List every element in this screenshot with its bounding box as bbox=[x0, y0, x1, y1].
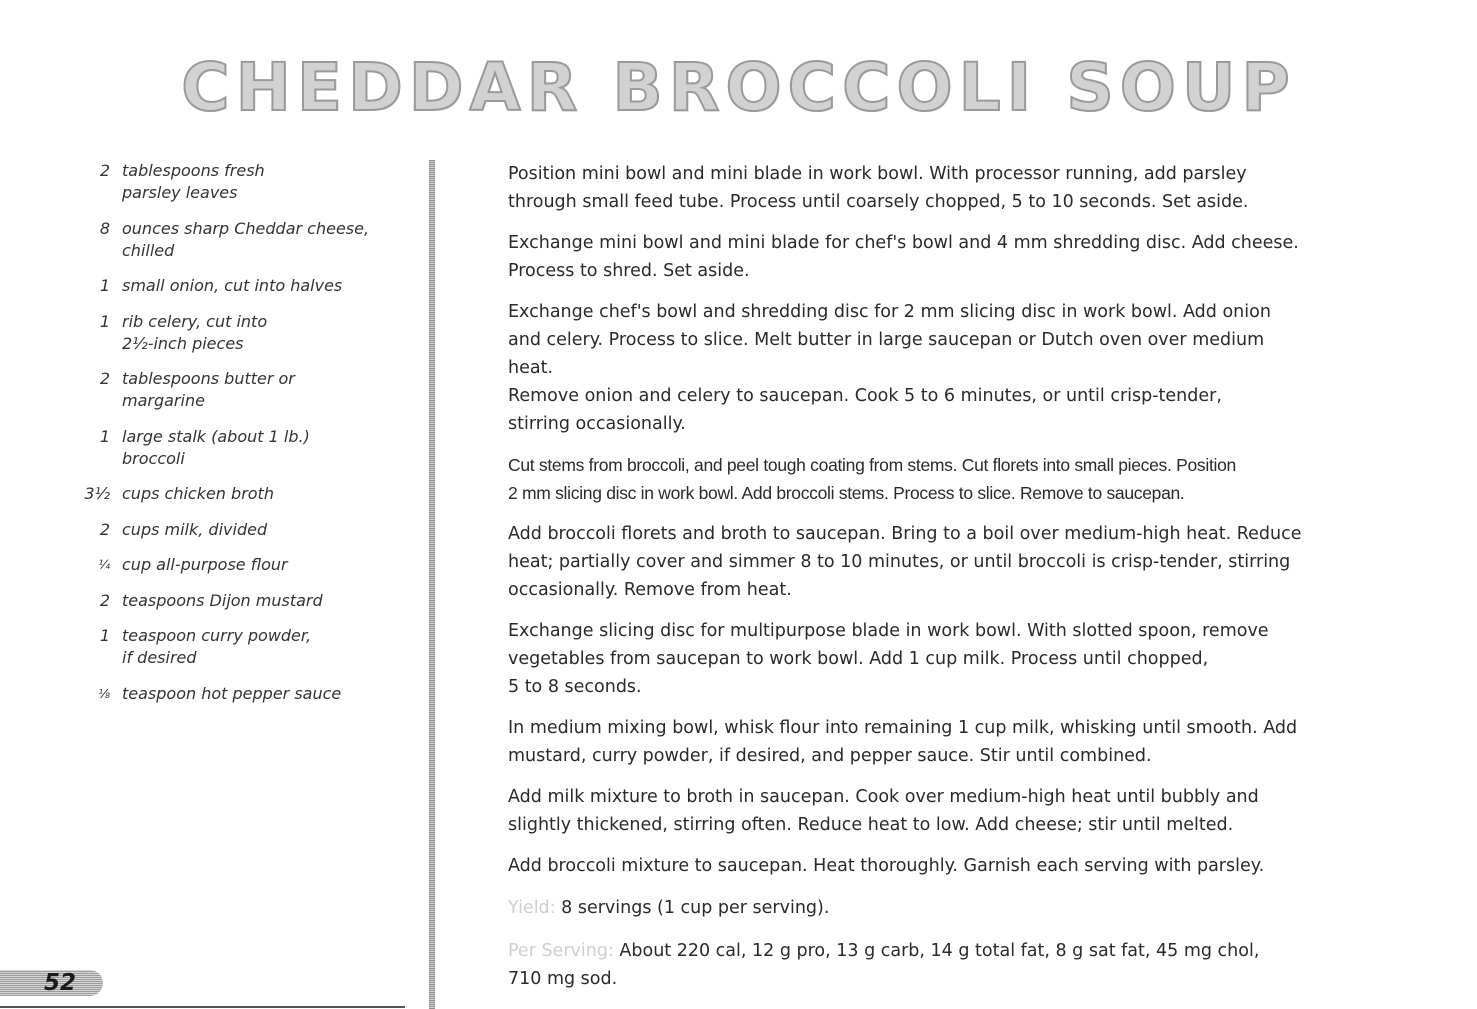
ingredient-item bbox=[60, 160, 400, 204]
ingredient-text: tablespoons butter or margarine bbox=[122, 369, 295, 410]
ingredient-qty: ⅛ bbox=[98, 686, 110, 701]
bottom-rule bbox=[0, 1006, 405, 1008]
ingredient-item bbox=[60, 218, 400, 262]
ingredient-item bbox=[60, 311, 400, 355]
yield-label: Yield: bbox=[508, 898, 556, 918]
ingredient-text: teaspoon hot pepper sauce bbox=[122, 683, 342, 703]
direction-step: Add broccoli mixture to saucepan. Heat thoroughly. Garnish each serving with parsley. bbox=[508, 856, 1265, 876]
ingredient-item bbox=[60, 426, 400, 470]
ingredient-item bbox=[60, 519, 400, 541]
recipe-title: CHEDDAR BROCCOLI SOUP bbox=[181, 49, 1296, 126]
ingredient-qty: 1 bbox=[99, 311, 110, 331]
nutrition-info bbox=[508, 937, 1308, 993]
direction-step: Exchange slicing disc for multipurpose blade in work bowl. With slotted spoon, remove vegetables from saucepan to work bowl. Add 1 cup milk. Process until chopped, 5 to 8 seconds. bbox=[508, 621, 1269, 697]
ingredient-text: cups milk, divided bbox=[122, 519, 268, 539]
ingredient-text: tablespoons fresh parsley leaves bbox=[122, 161, 265, 202]
ingredient-text: ounces sharp Cheddar cheese, chilled bbox=[122, 218, 370, 260]
ingredient-item bbox=[60, 625, 400, 669]
direction-step: Exchange mini bowl and mini blade for chef's bowl and 4 mm shredding disc. Add cheese. Process to shred. Set aside. bbox=[508, 233, 1299, 281]
ingredient-text: large stalk (about 1 lb.) broccoli bbox=[122, 426, 310, 468]
ingredient-item bbox=[60, 590, 400, 612]
ingredient-text: cups chicken broth bbox=[122, 484, 274, 503]
directions bbox=[508, 160, 1308, 893]
ingredient-qty: 1 bbox=[99, 276, 110, 295]
page-number: 52 bbox=[44, 970, 77, 996]
ingredient-qty: 8 bbox=[99, 218, 110, 238]
ingredient-item bbox=[60, 554, 400, 576]
ingredient-list bbox=[60, 160, 400, 718]
direction-step: Add broccoli florets and broth to saucepan. Bring to a boil over medium-high heat. Reduce heat; partially cover and simmer 8 to 10 minutes, or until broccoli is crisp-tender, stirring occasionally. Remove from heat. bbox=[508, 524, 1302, 600]
ingredient-qty: ¼ bbox=[98, 558, 110, 572]
yield-info bbox=[508, 894, 1308, 922]
ingredient-text: small onion, cut into halves bbox=[122, 276, 343, 295]
ingredient-text: cup all-purpose flour bbox=[122, 555, 288, 574]
direction-step: Add milk mixture to broth in saucepan. Cook over medium-high heat until bubbly and slightly thickened, stirring often. Reduce heat to low. Add cheese; stir until melted. bbox=[508, 787, 1259, 835]
ingredient-qty: 2 bbox=[99, 590, 110, 610]
ingredient-qty: 2 bbox=[99, 519, 110, 539]
ingredient-item bbox=[60, 483, 400, 505]
yield-text: 8 servings (1 cup per serving). bbox=[555, 898, 830, 918]
ingredient-item bbox=[60, 683, 400, 705]
direction-step: In medium mixing bowl, whisk flour into remaining 1 cup milk, whisking until smooth. Add mustard, curry powder, if desired, and pepper sauce. Stir until combined. bbox=[508, 718, 1298, 766]
ingredient-qty: 2 bbox=[99, 369, 110, 388]
ingredient-text: teaspoon curry powder, if desired bbox=[122, 626, 312, 667]
direction-step: Position mini bowl and mini blade in work bowl. With processor running, add parsley through small feed tube. Process until coarsely chopped, 5 to 10 seconds. Set aside. bbox=[508, 164, 1249, 212]
ingredient-qty: 1 bbox=[99, 426, 110, 446]
ingredient-text: rib celery, cut into 2½-inch pieces bbox=[122, 311, 268, 353]
per-serving-text: About 220 cal, 12 g pro, 13 g carb, 14 g total fat, 8 g sat fat, 45 mg chol, 710 mg sod. bbox=[508, 941, 1260, 989]
direction-step: Exchange chef's bowl and shredding disc for 2 mm slicing disc in work bowl. Add onion and celery. Process to slice. Melt butter in large saucepan or Dutch oven over medium heat. Remove onion and celery to saucepan. Cook 5 to 6 minutes, or until crisp-tender, stirring occasionally. bbox=[508, 302, 1271, 434]
ingredient-qty: 3½ bbox=[84, 484, 110, 503]
ingredient-item bbox=[60, 275, 400, 297]
direction-step: Cut stems from broccoli, and peel tough coating from stems. Cut florets into small pieces. Position 2 mm slicing disc in work bowl. Add broccoli stems. Process to slice. Remove to saucepan. bbox=[508, 455, 1236, 503]
ingredient-qty: 2 bbox=[99, 161, 110, 180]
ingredient-item bbox=[60, 368, 400, 412]
per-serving-label: Per Serving: bbox=[508, 941, 614, 961]
ingredient-text: teaspoons Dijon mustard bbox=[122, 590, 323, 610]
ingredient-qty: 1 bbox=[99, 626, 110, 645]
column-divider bbox=[429, 160, 435, 1009]
